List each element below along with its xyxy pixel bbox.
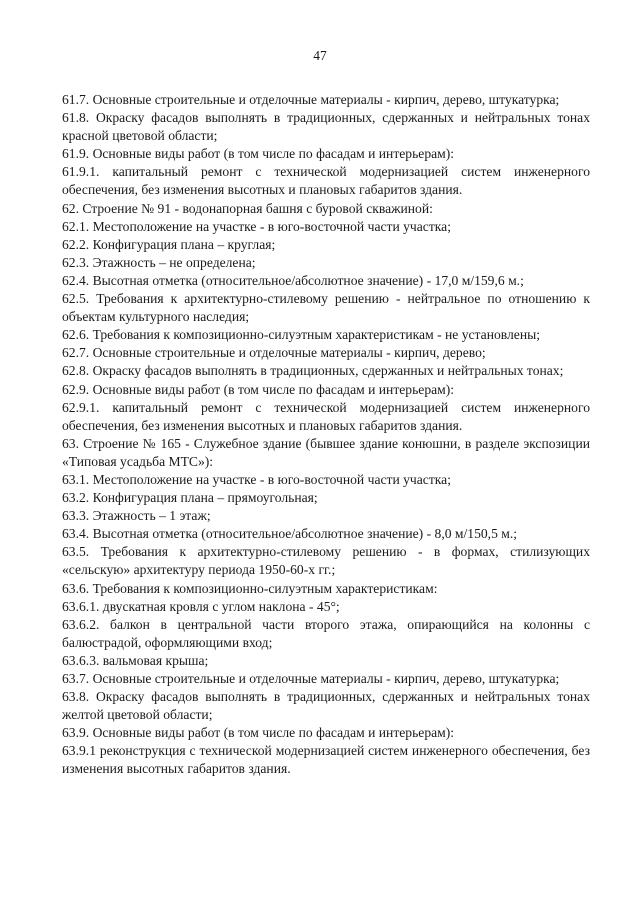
paragraph: 63.3. Этажность – 1 этаж; — [62, 508, 211, 524]
paragraph: 63.6.3. вальмовая крыша; — [62, 652, 209, 668]
paragraph: 61.8. Окраску фасадов выполнять в традиционных, сдержанных и нейтральных тонах красной цветовой области; — [62, 110, 590, 144]
paragraph: 62.9.1. капитальный ремонт с технической модернизацией систем инженерного обеспечения, без изменения высотных и плановых габаритов здания. — [62, 399, 590, 433]
paragraph: 63.6.1. двускатная кровля с углом наклона - 45°; — [62, 598, 340, 614]
paragraph: 63.6. Требования к композиционно-силуэтным характеристикам: — [62, 580, 438, 596]
paragraph: 62.4. Высотная отметка (относительное/абсолютное значение) - 17,0 м/159,6 м.; — [62, 272, 524, 288]
paragraph: 63.9.1 реконструкция с технической модернизацией систем инженерного обеспечения, без изменения высотных габаритов здания. — [62, 743, 590, 777]
paragraph: 62.9. Основные виды работ (в том числе по фасадам и интерьерам): — [62, 381, 455, 397]
paragraph: 62.1. Местоположение на участке - в юго-восточной части участка; — [62, 218, 451, 234]
paragraph: 63.2. Конфигурация плана – прямоугольная; — [62, 490, 318, 506]
document-body — [62, 91, 590, 779]
paragraph: 63.6.2. балкон в центральной части второго этажа, опирающийся на колонны с балюстрадой, оформляющими вход; — [62, 616, 590, 650]
paragraph: 63.7. Основные строительные и отделочные материалы - кирпич, дерево, штукатурка; — [62, 671, 560, 686]
paragraph: 63.8. Окраску фасадов выполнять в традиционных, сдержанных и нейтральных тонах желтой цветовой области; — [62, 689, 590, 723]
paragraph: 61.7. Основные строительные и отделочные материалы - кирпич, дерево, штукатурка; — [62, 92, 560, 107]
page-number: 47 — [313, 48, 327, 63]
paragraph: 62.5. Требования к архитектурно-стилевому решению - нейтральное по отношению к объектам культурного наследия; — [62, 291, 590, 325]
paragraph: 63.9. Основные виды работ (в том числе по фасадам и интерьерам): — [62, 725, 455, 741]
paragraph: 62.3. Этажность – не определена; — [62, 254, 256, 270]
paragraph: 62.6. Требования к композиционно-силуэтным характеристикам - не установлены; — [62, 327, 541, 343]
paragraph: 62.2. Конфигурация плана – круглая; — [62, 236, 276, 252]
paragraph: 62. Строение № 91 - водонапорная башня с буровой скважиной: — [62, 200, 433, 216]
paragraph: 63.4. Высотная отметка (относительное/абсолютное значение) - 8,0 м/150,5 м.; — [62, 526, 518, 542]
paragraph: 63. Строение № 165 - Служебное здание (бывшее здание конюшни, в разделе экспозиции «Типовая усадьба МТС»): — [62, 435, 590, 469]
paragraph: 63.1. Местоположение на участке - в юго-восточной части участка; — [62, 471, 451, 487]
paragraph: 62.8. Окраску фасадов выполнять в традиционных, сдержанных и нейтральных тонах; — [62, 363, 564, 379]
paragraph: 61.9. Основные виды работ (в том числе по фасадам и интерьерам): — [62, 146, 455, 162]
paragraph: 63.5. Требования к архитектурно-стилевому решению - в формах, стилизующих «сельскую» архитектуру периода 1950-60-х гг.; — [62, 544, 590, 578]
paragraph: 61.9.1. капитальный ремонт с технической модернизацией систем инженерного обеспечения, без изменения высотных и плановых габаритов здания. — [62, 164, 590, 198]
paragraph: 62.7. Основные строительные и отделочные материалы - кирпич, дерево; — [62, 345, 486, 361]
